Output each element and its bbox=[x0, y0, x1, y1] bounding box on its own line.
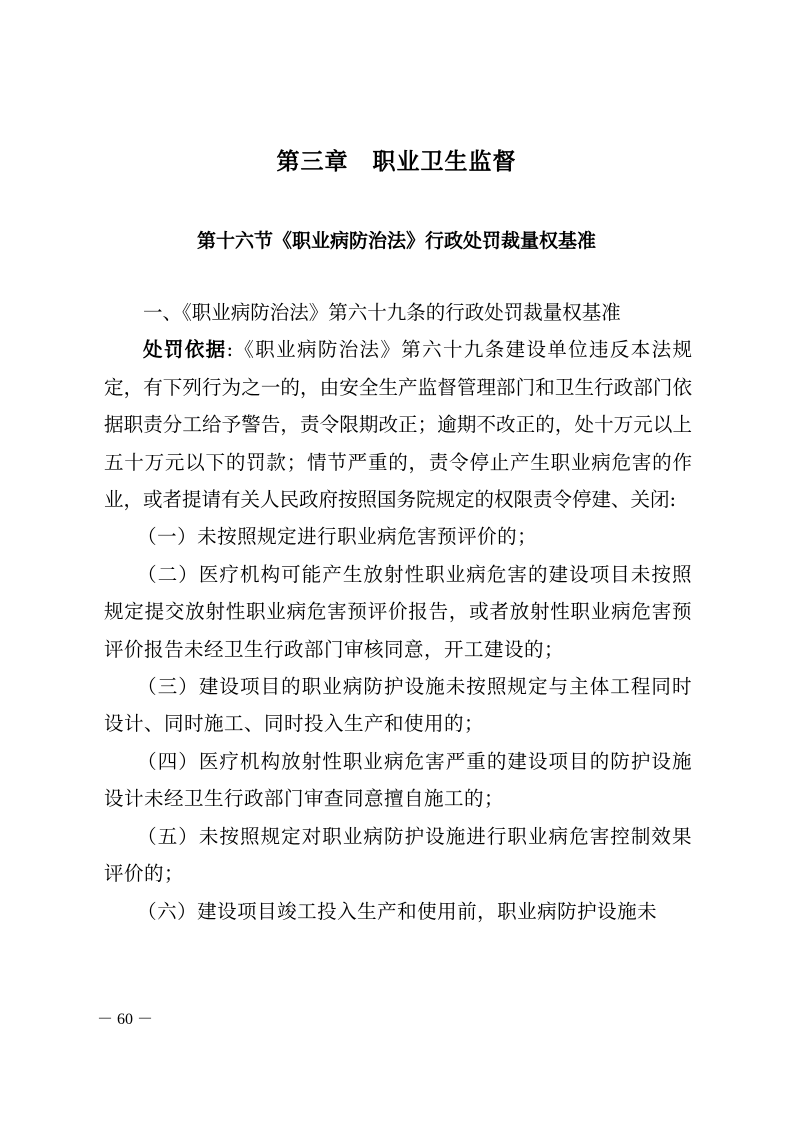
list-item: （四）医疗机构放射性职业病危害严重的建设项目的防护设施设计未经卫生行政部门审查同意擅自施工的； bbox=[104, 749, 692, 811]
list-item: （六）建设项目竣工投入生产和使用前，职业病防护设施未 bbox=[137, 899, 658, 923]
page-number: － 60 － bbox=[97, 1011, 154, 1028]
basis-label: 处罚依据 bbox=[143, 338, 227, 362]
section-title: 第十六节《职业病防治法》行政处罚裁量权基准 bbox=[196, 230, 596, 252]
subsection-heading: 一、《职业病防治法》第六十九条的行政处罚裁量权基准 bbox=[143, 301, 621, 324]
body-text bbox=[104, 294, 692, 930]
list-item: （三）建设项目的职业病防护设施未按照规定与主体工程同时设计、同时施工、同时投入生产和使用的； bbox=[104, 675, 692, 736]
list-item: （五）未按照规定对职业病防护设施进行职业病危害控制效果评价的； bbox=[104, 824, 692, 886]
basis-text: :《职业病防治法》第六十九条建设单位违反本法规定，有下列行为之一的，由安全生产监督管理部门和卫生行政部门依据职责分工给予警告，责令限期改正；逾期不改正的，处十万元以上五十万元以下的罚款；情节严重的，责令停止产生职业病危害的作业，或者提请有关人民政府按照国务院规定的权限责令停建、关闭: bbox=[104, 338, 692, 512]
list-item: （一）未按照规定进行职业病危害预评价的； bbox=[137, 525, 538, 549]
basis-paragraph bbox=[104, 331, 692, 518]
list-item: （二）医疗机构可能产生放射性职业病危害的建设项目未按照规定提交放射性职业病危害预评价报告，或者放射性职业病危害预评价报告未经卫生行政部门审核同意，开工建设的； bbox=[104, 562, 692, 661]
chapter-title: 第三章 职业卫生监督 bbox=[276, 149, 517, 175]
